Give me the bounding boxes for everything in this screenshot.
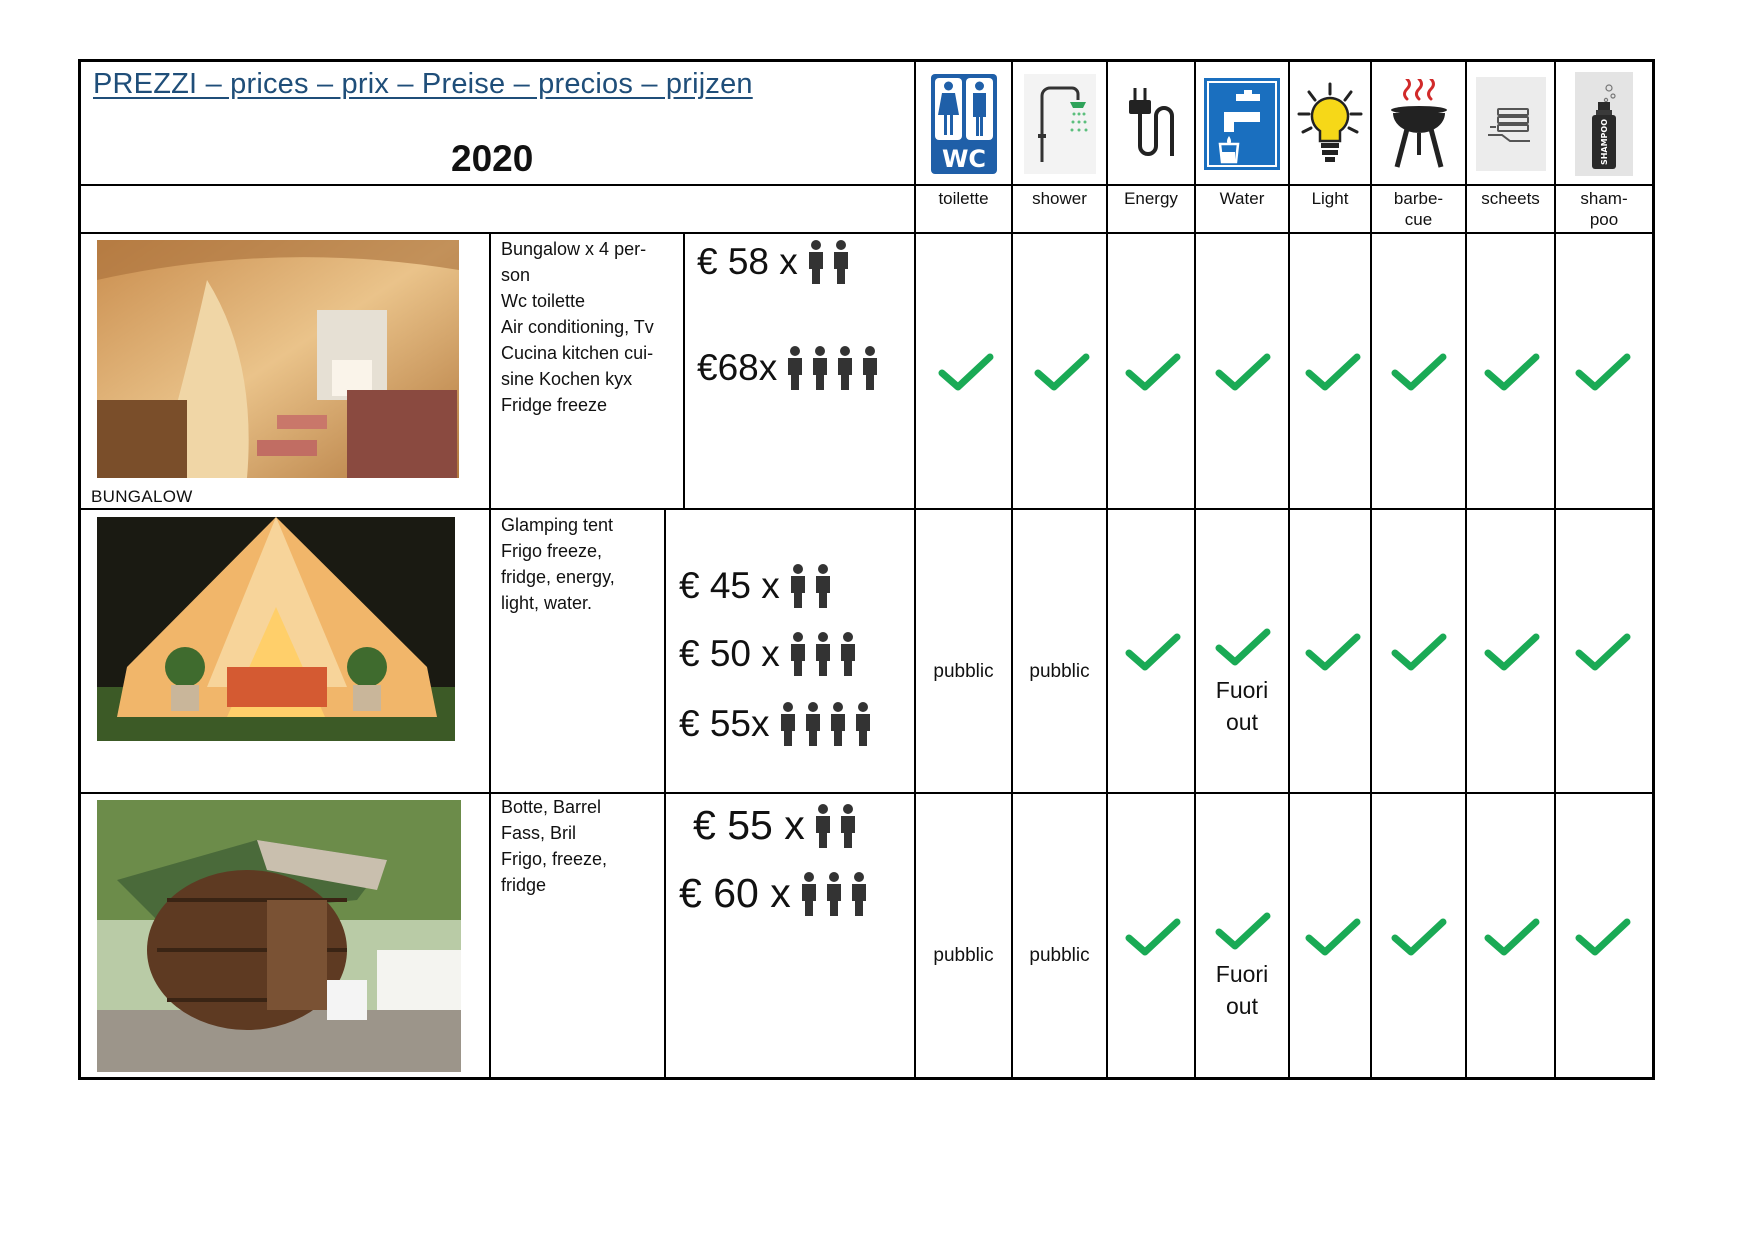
barrel-photo bbox=[97, 800, 461, 1072]
price-bungalow-2-persons bbox=[697, 240, 849, 284]
column-divider bbox=[1011, 62, 1013, 1077]
plug-icon bbox=[1108, 64, 1194, 184]
column-divider bbox=[914, 62, 916, 1077]
check-icon bbox=[1215, 353, 1271, 393]
person-group bbox=[790, 564, 831, 608]
person-icon bbox=[830, 702, 846, 746]
column-divider bbox=[1194, 62, 1196, 1077]
check-icon bbox=[1484, 633, 1540, 673]
price-bungalow-4-persons bbox=[697, 346, 878, 390]
person-icon bbox=[787, 346, 803, 390]
check-icon bbox=[938, 353, 994, 393]
amenity-status: pubblic bbox=[1029, 661, 1090, 682]
person-icon bbox=[815, 564, 831, 608]
bungalow-description: Bungalow x 4 per- son Wc toilette Air conditioning, Tv Cucina kitchen cui- sine Kochen kyx Fridge freeze bbox=[501, 239, 654, 415]
year-heading: 2020 bbox=[451, 138, 534, 179]
check-icon bbox=[1215, 628, 1271, 668]
column-divider bbox=[489, 232, 491, 1077]
person-icon bbox=[808, 240, 824, 284]
person-group bbox=[787, 346, 878, 390]
bungalow-caption: BUNGALOW bbox=[91, 487, 193, 506]
wc-icon bbox=[916, 64, 1011, 184]
person-icon bbox=[833, 240, 849, 284]
person-icon bbox=[780, 702, 796, 746]
check-icon bbox=[1125, 633, 1181, 673]
amenity-label-shampoo: sham- poo bbox=[1580, 189, 1628, 229]
price-label: €68x bbox=[697, 347, 778, 388]
water-outside-note: Fuori out bbox=[1215, 961, 1269, 1019]
price-label: € 55x bbox=[679, 703, 770, 744]
person-group bbox=[780, 702, 871, 746]
water-outside-note: Fuori out bbox=[1215, 677, 1269, 735]
column-divider bbox=[1465, 62, 1467, 1077]
row-divider bbox=[81, 184, 1652, 186]
column-divider bbox=[1106, 62, 1108, 1077]
amenity-label-water: Water bbox=[1219, 189, 1265, 208]
person-icon bbox=[815, 804, 831, 848]
column-divider bbox=[683, 232, 685, 509]
svg-text:WC: WC bbox=[941, 145, 986, 173]
column-divider bbox=[1288, 62, 1290, 1077]
person-icon bbox=[826, 872, 842, 916]
glamping-description: Glamping tent Frigo freeze, fridge, energy, light, water. bbox=[501, 515, 615, 613]
person-icon bbox=[837, 346, 853, 390]
amenity-status: pubblic bbox=[933, 661, 994, 682]
person-icon bbox=[790, 564, 806, 608]
check-icon bbox=[1305, 918, 1361, 958]
row-divider bbox=[81, 792, 1652, 794]
price-label: € 58 x bbox=[697, 241, 798, 282]
person-icon bbox=[801, 872, 817, 916]
row-divider bbox=[81, 508, 1652, 510]
price-glamping-2-persons bbox=[679, 564, 831, 608]
check-icon bbox=[1391, 918, 1447, 958]
water-tap-icon bbox=[1196, 64, 1288, 184]
check-icon bbox=[1034, 353, 1090, 393]
person-group bbox=[808, 240, 849, 284]
check-icon bbox=[1575, 353, 1631, 393]
person-group bbox=[815, 804, 856, 848]
check-icon bbox=[1391, 353, 1447, 393]
price-table bbox=[78, 59, 1655, 1080]
column-divider bbox=[664, 508, 666, 1077]
check-icon bbox=[1484, 918, 1540, 958]
amenity-label-energy: Energy bbox=[1124, 189, 1178, 208]
check-icon bbox=[1575, 918, 1631, 958]
price-label: € 50 x bbox=[679, 633, 780, 674]
amenity-status: pubblic bbox=[1029, 945, 1090, 966]
amenity-label-sheets: scheets bbox=[1481, 189, 1540, 208]
row-divider bbox=[81, 232, 1652, 234]
check-icon bbox=[1125, 918, 1181, 958]
person-icon bbox=[851, 872, 867, 916]
person-icon bbox=[840, 632, 856, 676]
check-icon bbox=[1215, 912, 1271, 952]
bungalow-photo bbox=[97, 240, 459, 478]
light-bulb-icon bbox=[1290, 64, 1370, 184]
shower-icon bbox=[1013, 64, 1106, 184]
person-icon bbox=[815, 632, 831, 676]
person-icon bbox=[812, 346, 828, 390]
amenity-status: pubblic bbox=[933, 945, 994, 966]
person-icon bbox=[790, 632, 806, 676]
person-icon bbox=[855, 702, 871, 746]
person-icon bbox=[840, 804, 856, 848]
shampoo-icon bbox=[1556, 64, 1652, 184]
amenity-label-shower: shower bbox=[1032, 189, 1087, 208]
person-group bbox=[801, 872, 867, 916]
glamping-tent-photo bbox=[97, 517, 455, 741]
amenity-label-toilette: toilette bbox=[938, 189, 989, 208]
check-icon bbox=[1305, 353, 1361, 393]
price-label: € 55 x bbox=[693, 802, 805, 848]
person-icon bbox=[862, 346, 878, 390]
price-glamping-3-persons bbox=[679, 632, 856, 676]
barbecue-icon bbox=[1372, 64, 1465, 184]
check-icon bbox=[1391, 633, 1447, 673]
barrel-description: Botte, Barrel Fass, Bril Frigo, freeze, fridge bbox=[501, 797, 608, 895]
page-title[interactable]: PREZZI – prices – prix – Preise – precios – prijzen bbox=[93, 68, 753, 100]
svg-text:SHAMPOO: SHAMPOO bbox=[1600, 118, 1609, 166]
amenity-label-barbecue: barbe- cue bbox=[1393, 189, 1444, 229]
sheets-icon bbox=[1467, 64, 1554, 184]
price-barrel-3-persons bbox=[679, 870, 867, 917]
check-icon bbox=[1125, 353, 1181, 393]
price-label: € 45 x bbox=[679, 565, 780, 606]
check-icon bbox=[1484, 353, 1540, 393]
price-label: € 60 x bbox=[679, 870, 791, 916]
person-group bbox=[790, 632, 856, 676]
price-barrel-2-persons bbox=[693, 802, 856, 849]
check-icon bbox=[1575, 633, 1631, 673]
check-icon bbox=[1305, 633, 1361, 673]
person-icon bbox=[805, 702, 821, 746]
price-glamping-4-persons bbox=[679, 702, 871, 746]
amenity-label-light: Light bbox=[1311, 189, 1349, 208]
